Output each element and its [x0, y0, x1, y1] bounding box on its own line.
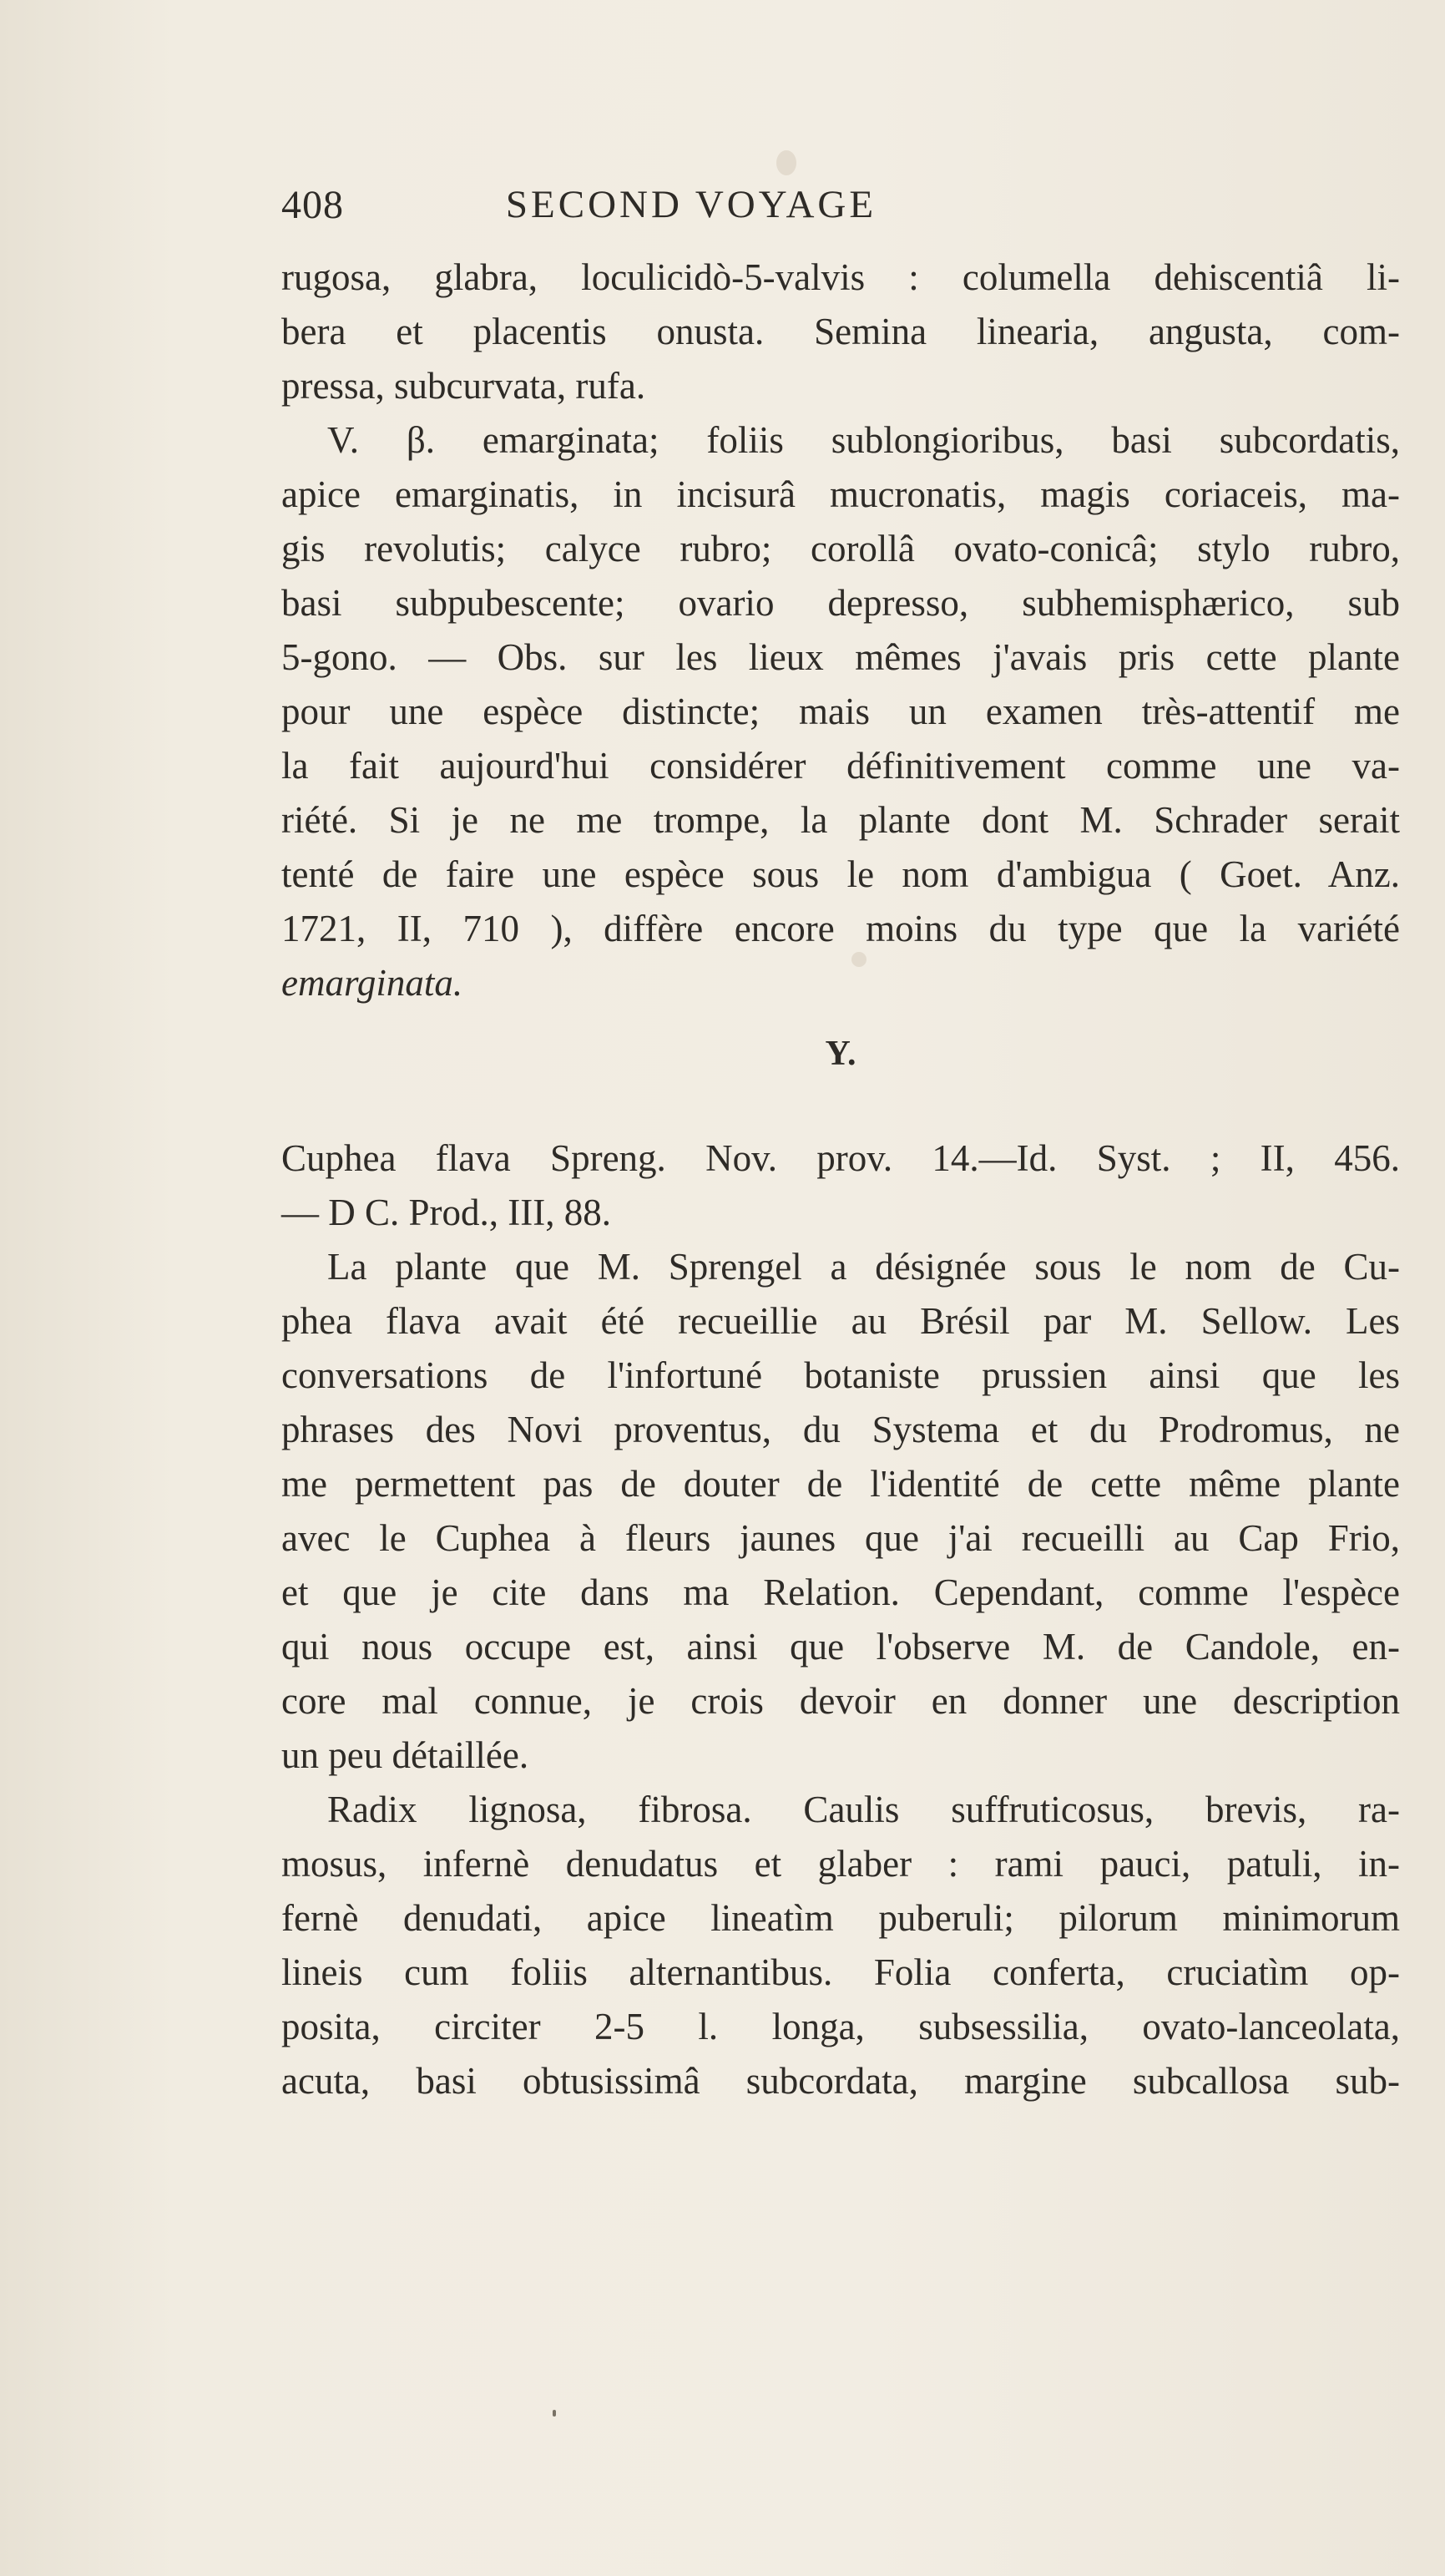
text-line: 1721, II, 710 ), diffère encore moins du type que la variété: [281, 908, 1400, 949]
text-line: et que je cite dans ma Relation. Cependant, comme l'espèce: [281, 1571, 1400, 1613]
text-line: phrases des Novi proventus, du Systema et du Prodromus, ne: [281, 1409, 1400, 1450]
text-line: — D C. Prod., III, 88.: [281, 1192, 611, 1233]
text-line: avec le Cuphea à fleurs jaunes que j'ai recueilli au Cap Frio,: [281, 1517, 1400, 1559]
running-title: SECOND VOYAGE: [505, 183, 877, 226]
text-line: riété. Si je ne me trompe, la plante dont M. Schrader serait: [281, 799, 1400, 841]
text-line: fernè denudati, apice lineatìm puberuli; pilorum minimorum: [281, 1897, 1400, 1939]
text-line: lineis cum foliis alternantibus. Folia conferta, cruciatìm op-: [281, 1951, 1400, 1993]
section-mark: Y.: [825, 1035, 856, 1073]
text-line: La plante que M. Sprengel a désignée sous le nom de Cu-: [327, 1246, 1400, 1288]
text-line: Radix lignosa, fibrosa. Caulis suffruticosus, brevis, ra-: [327, 1789, 1400, 1830]
text-line: phea flava avait été recueillie au Brésil par M. Sellow. Les: [281, 1300, 1400, 1342]
text-line: basi subpubescente; ovario depresso, subhemisphærico, sub: [281, 582, 1400, 624]
text-line: me permettent pas de douter de l'identité de cette même plante: [281, 1463, 1400, 1505]
text-line: emarginata.: [281, 962, 463, 1004]
text-block-2: [281, 1131, 1400, 2108]
text-line: gis revolutis; calyce rubro; corollâ ovato-conicâ; stylo rubro,: [281, 528, 1400, 569]
text-line: un peu détaillée.: [281, 1734, 529, 1776]
text-line: acuta, basi obtusissimâ subcordata, margine subcallosa sub-: [281, 2060, 1400, 2102]
text-line: la fait aujourd'hui considérer définitivement comme une va-: [281, 745, 1400, 787]
text-line: tenté de faire une espèce sous le nom d'ambigua ( Goet. Anz.: [281, 853, 1400, 895]
ink-mark: [553, 2410, 556, 2417]
text-line: conversations de l'infortuné botaniste prussien ainsi que les: [281, 1354, 1400, 1396]
text-line: bera et placentis onusta. Semina linearia, angusta, com-: [281, 311, 1400, 352]
text-line: posita, circiter 2-5 l. longa, subsessilia, ovato-lanceolata,: [281, 2006, 1400, 2047]
text-line: qui nous occupe est, ainsi que l'observe M. de Candole, en-: [281, 1626, 1400, 1668]
text-block-1: [281, 251, 1400, 1073]
text-line: V. β. emarginata; foliis sublongioribus, basi subcordatis,: [327, 419, 1400, 461]
text-line: 5-gono. — Obs. sur les lieux mêmes j'avais pris cette plante: [281, 636, 1400, 678]
text-line: pressa, subcurvata, rufa.: [281, 365, 646, 407]
text-line: rugosa, glabra, loculicidò-5-valvis : columella dehiscentiâ li-: [281, 256, 1400, 298]
text-line: core mal connue, je crois devoir en donner une description: [281, 1680, 1400, 1722]
text-line: pour une espèce distincte; mais un examen très-attentif me: [281, 691, 1400, 732]
text-line: mosus, infernè denudatus et glaber : rami pauci, patuli, in-: [281, 1843, 1400, 1885]
page-number: 408: [281, 183, 344, 227]
text-line: Cuphea flava Spreng. Nov. prov. 14.—Id. Syst. ; II, 456.: [281, 1137, 1400, 1179]
paper-stain: [776, 150, 796, 175]
page-header: [281, 182, 1101, 232]
text-line: apice emarginatis, in incisurâ mucronatis, magis coriaceis, ma-: [281, 473, 1400, 515]
